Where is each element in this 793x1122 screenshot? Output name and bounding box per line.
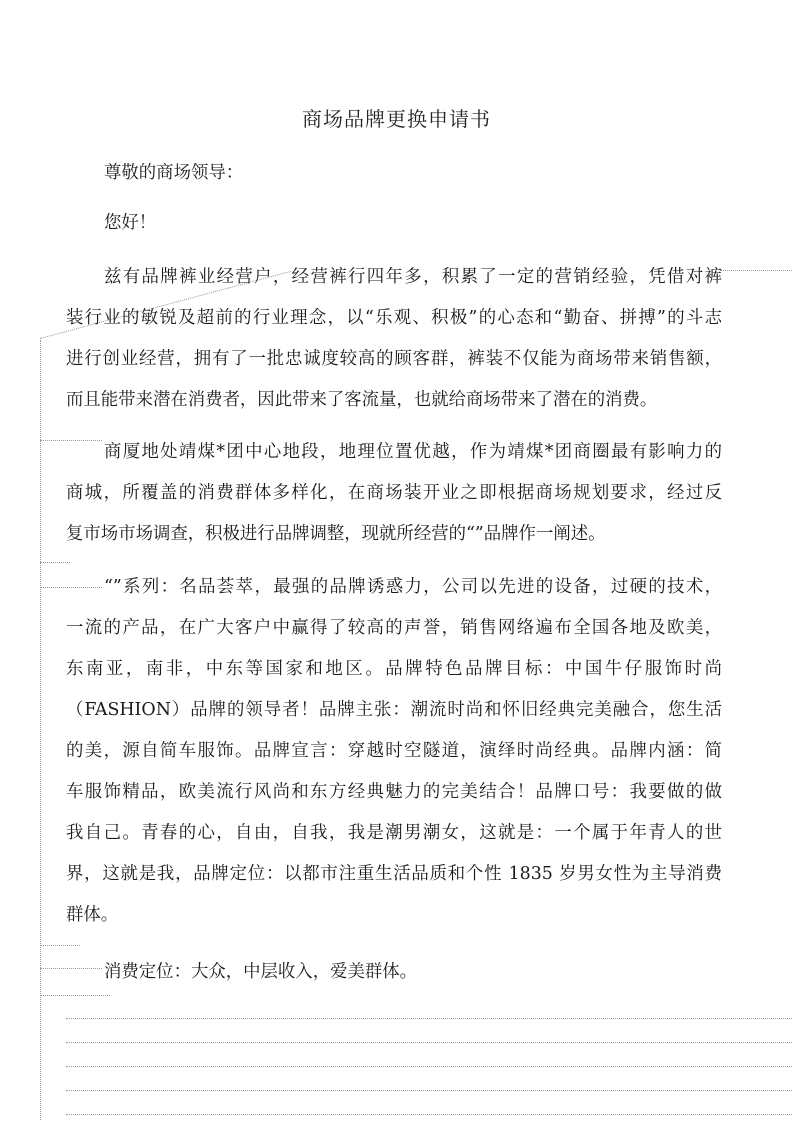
paragraph1-line: 兹有品牌裤业经营户，经营裤行四年多，积累了一定的营销经验，凭借对裤 (104, 267, 722, 287)
paragraph1-line: 装行业的敏锐及超前的行业理念，以“乐观、积极”的心态和“勤奋、拼搏”的斗志 (66, 308, 722, 328)
paragraph3-line: 界，这就是我，品牌定位：以都市注重生活品质和个性 1835 岁男女性为主导消费 (66, 864, 722, 884)
dotted-guide (40, 440, 102, 441)
paragraph1-line: 而且能带来潜在消费者，因此带来了客流量，也就给商场带来了潜在的消费。 (66, 390, 658, 410)
dotted-guide (66, 1018, 792, 1019)
paragraph2-line: 商厦地处靖煤*团中心地段，地理位置优越，作为靖煤*团商圈最有影响力的 (104, 442, 722, 462)
paragraph3-line: 一流的产品，在广大客户中赢得了较高的声誉，销售网络遍布全国各地及欧美， (66, 618, 722, 638)
dotted-guide (66, 1090, 792, 1091)
dotted-guide (40, 587, 102, 588)
dotted-guide (40, 968, 102, 969)
paragraph3-line: 群体。 (66, 905, 119, 925)
salutation: 尊敬的商场领导： (104, 163, 244, 183)
paragraph3-line: 车服饰精品，欧美流行风尚和东方经典魅力的完美结合！品牌口号：我要做的做 (66, 782, 722, 802)
dotted-guide (40, 945, 80, 946)
paragraph3-line: 的美，源自简车服饰。品牌宣言：穿越时空隧道，演绎时尚经典。品牌内涵：简 (66, 741, 722, 761)
dotted-guide-vertical (40, 340, 41, 1120)
paragraph3-line: “”系列：名品荟萃，最强的品牌诱惑力，公司以先进的设备，过硬的技术， (104, 577, 722, 597)
paragraph1-line: 进行创业经营，拥有了一批忠诚度较高的顾客群，裤装不仅能为商场带来销售额， (66, 349, 722, 369)
paragraph3-line: 我自己。青春的心，自由，自我，我是潮男潮女，这就是：一个属于年青人的世 (66, 823, 722, 843)
dotted-guide (40, 562, 70, 563)
dotted-guide (66, 1066, 792, 1067)
dotted-guide (720, 270, 792, 271)
paragraph2-line: 复市场市场调查，积极进行品牌调整，现就所经营的“”品牌作一阐述。 (66, 524, 606, 544)
page-title: 商场品牌更换申请书 (302, 107, 491, 131)
dotted-guide (40, 995, 110, 996)
paragraph3-line: 东南亚，南非，中东等国家和地区。品牌特色品牌目标：中国牛仔服饰时尚 (66, 659, 722, 679)
dotted-guide (66, 1114, 792, 1115)
greeting: 您好！ (104, 213, 157, 233)
paragraph4-line: 消费定位：大众，中层收入，爱美群体。 (104, 962, 418, 982)
dotted-guide (66, 1042, 792, 1043)
paragraph2-line: 商城，所覆盖的消费群体多样化，在商场装开业之即根据商场规划要求，经过反 (66, 483, 722, 503)
paragraph3-line: （FASHION）品牌的领导者！品牌主张：潮流时尚和怀旧经典完美融合，您生活 (66, 700, 722, 720)
